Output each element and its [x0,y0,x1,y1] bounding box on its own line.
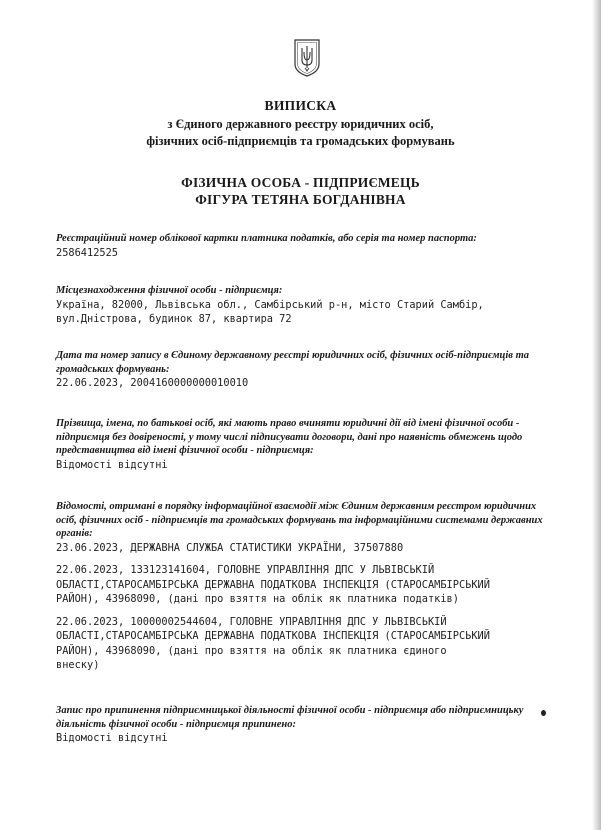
section-label: Запис про припинення підприємницької діяльності фізичної особи - підприємця або підприємницьку діяльність фізичної особи - підприємця припинено: [56,705,524,730]
person-type: ФІЗИЧНА ОСОБА - ПІДПРИЄМЕЦЬ [181,175,420,190]
ink-speck [541,710,546,716]
subtitle-line: з Єдиного державного реєстру юридичних осіб, [167,117,434,131]
section-value: 22.06.2023, 2004160000000010010 [56,377,249,389]
person-header [0,174,601,208]
section-representatives [56,417,546,472]
section-termination [56,704,546,746]
document-title: ВИПИСКА [264,98,337,113]
person-name: ФІГУРА ТЕТЯНА БОГДАНІВНА [195,192,406,207]
section-tax-number [56,232,546,260]
section-registration [56,349,546,391]
section-value: Відомості відсутні [56,732,168,744]
section-label: Реєстраційний номер облікової картки платника податків, або серія та номер паспорта: [56,233,477,244]
section-location [56,284,546,327]
section-value: 2586412525 [56,246,118,259]
document-subtitle [0,116,601,150]
section-label: Прізвища, імена, по батькові осіб, які мають право вчиняти юридичні дії від імені фізичної особи - підприємця без довіреності, у тому числі підписувати договори, дані про наявність обмежень щодо представництва від імені фізичної особи - підприємця: [56,418,523,456]
interaction-entry: 23.06.2023, ДЕРЖАВНА СЛУЖБА СТАТИСТИКИ УКРАЇНИ, 37507880 [56,541,404,554]
section-label: Дата та номер запису в Єдиному державному реєстрі юридичних осіб, фізичних осіб-підприємців та громадських формувань: [56,350,530,375]
section-value: Відомості відсутні [56,458,168,471]
section-label: Відомості, отримані в порядку інформаційної взаємодії між Єдиним державним реєстром юридичних осіб, фізичних осіб - підприємців та громадських формувань та інформаційними системами державних органів: [56,501,543,539]
section-interaction [56,500,546,673]
subtitle-line: фізичних осіб-підприємців та громадських формувань [146,134,455,148]
trident-coat-of-arms-icon [293,38,321,78]
section-label: Місцезнаходження фізичної особи - підприємця: [56,285,283,296]
section-value: Україна, 82000, Львівська обл., Самбірський р-н, місто Старий Самбір, вул.Дністрова, будинок 87, квартира 72 [56,298,484,325]
interaction-entry: 22.06.2023, 133123141604, ГОЛОВНЕ УПРАВЛІННЯ ДПС У ЛЬВІВСЬКІЙ ОБЛАСТІ,СТАРОСАМБІРСЬКА ДЕРЖАВНА ПОДАТКОВА ІНСПЕКЦІЯ (СТАРОСАМБІРСЬКИЙ РАЙОН), 43968090, (дані про взяття на облік як платника податків) [56,564,490,605]
interaction-entry: 22.06.2023, 10000002544604, ГОЛОВНЕ УПРАВЛІННЯ ДПС У ЛЬВІВСЬКІЙ ОБЛАСТІ,СТАРОСАМБІРСЬКА ДЕРЖАВНА ПОДАТКОВА ІНСПЕКЦІЯ (СТАРОСАМБІРСЬКИЙ РАЙОН), 43968090, (дані про взяття на облік як платника єдиного внеску) [56,615,490,671]
scan-edge-shadow [592,0,601,830]
